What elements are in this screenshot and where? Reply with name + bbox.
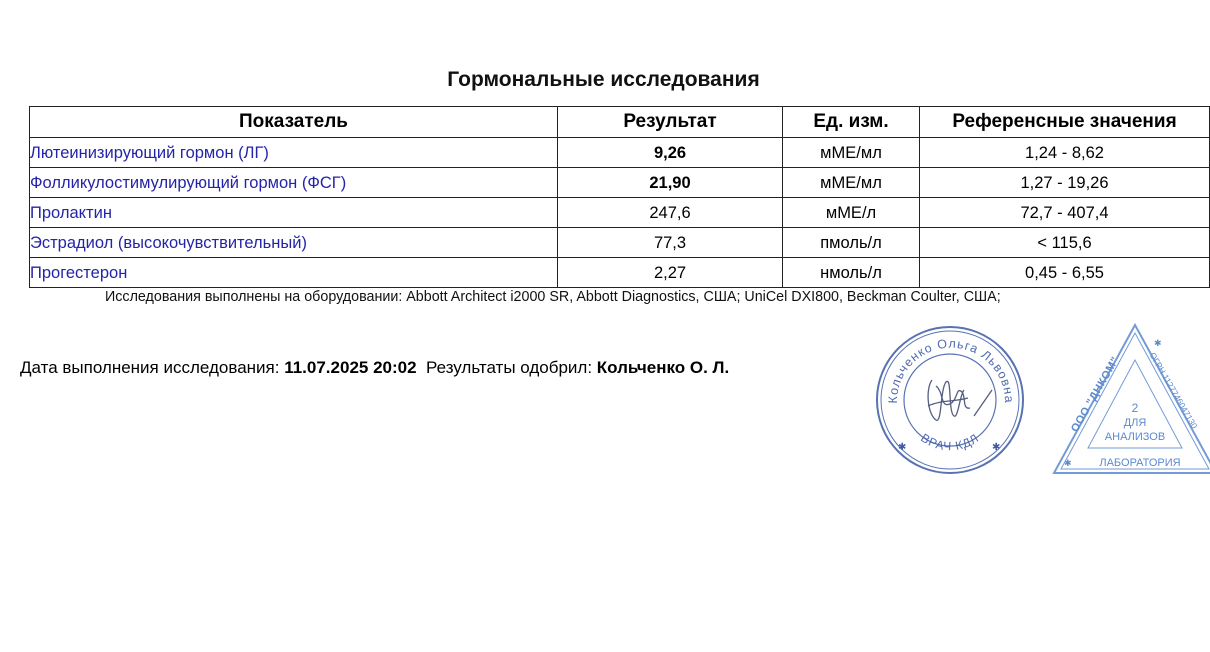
table-row bbox=[30, 258, 1210, 288]
row-estradiol-unit: пмоль/л bbox=[783, 228, 920, 258]
row-lh-reference: 1,24 - 8,62 bbox=[920, 138, 1210, 168]
row-fsh-result: 21,90 bbox=[558, 168, 783, 198]
stamp-tri-bottom: ЛАБОРАТОРИЯ bbox=[1099, 457, 1181, 469]
row-lh-result: 9,26 bbox=[558, 138, 783, 168]
results-table bbox=[29, 106, 1210, 288]
svg-text:ООО "ДНКОМ" bbox=[1069, 355, 1122, 435]
header-reference: Референсные значения bbox=[920, 107, 1210, 138]
signature-line bbox=[20, 358, 729, 378]
stamp-round-bottom-text: ВРАЧ КДЛ bbox=[918, 430, 982, 454]
row-lh-unit: мМЕ/мл bbox=[783, 138, 920, 168]
row-fsh-reference: 1,27 - 19,26 bbox=[920, 168, 1210, 198]
approved-value: Кольченко О. Л. bbox=[596, 358, 730, 377]
row-prolactin-name[interactable]: Пролактин bbox=[30, 198, 558, 228]
svg-text:ВРАЧ КДЛ bbox=[918, 431, 982, 454]
header-result: Результат bbox=[558, 107, 783, 138]
row-progesterone-unit: нмоль/л bbox=[783, 258, 920, 288]
row-estradiol-reference: < 115,6 bbox=[920, 228, 1210, 258]
header-unit: Ед. изм. bbox=[783, 107, 920, 138]
lab-stamp bbox=[1050, 320, 1210, 480]
date-value: 11.07.2025 20:02 bbox=[284, 358, 417, 377]
svg-text:Кольченко Ольга Львовна bbox=[886, 337, 1016, 404]
stamp-tri-ogrn: ОГРН 1127746047130 bbox=[1147, 350, 1200, 431]
table-row bbox=[30, 138, 1210, 168]
stamp-tri-org: ООО "ДНКОМ" bbox=[1068, 354, 1122, 435]
stamp-tri-number: 2 bbox=[1131, 401, 1139, 415]
row-progesterone-result: 2,27 bbox=[558, 258, 783, 288]
row-estradiol-name[interactable]: Эстрадиол (высокочувствительный) bbox=[30, 228, 558, 258]
table-row bbox=[30, 198, 1210, 228]
row-lh-name[interactable]: Лютеинизирующий гормон (ЛГ) bbox=[30, 138, 558, 168]
stamp-tri-line1: ДЛЯ bbox=[1123, 417, 1147, 429]
header-parameter: Показатель bbox=[30, 107, 558, 138]
row-prolactin-unit: мМЕ/л bbox=[783, 198, 920, 228]
date-label: Дата выполнения исследования: bbox=[20, 358, 280, 377]
row-progesterone-reference: 0,45 - 6,55 bbox=[920, 258, 1210, 288]
row-prolactin-result: 247,6 bbox=[558, 198, 783, 228]
approved-label: Результаты одобрил: bbox=[426, 358, 593, 377]
stamp-star-icon: ✱ bbox=[1064, 458, 1072, 468]
report-title: Гормональные исследования bbox=[447, 68, 760, 91]
stamp-star-icon: ✱ bbox=[1154, 338, 1162, 348]
stamp-star-icon: ✱ bbox=[992, 442, 1001, 453]
table-row bbox=[30, 168, 1210, 198]
row-fsh-name[interactable]: Фолликулостимулирующий гормон (ФСГ) bbox=[30, 168, 558, 198]
signature-scribble bbox=[928, 380, 992, 420]
row-prolactin-reference: 72,7 - 407,4 bbox=[920, 198, 1210, 228]
row-estradiol-result: 77,3 bbox=[558, 228, 783, 258]
table-row bbox=[30, 228, 1210, 258]
stamp-round-top-text: Кольченко Ольга Львовна bbox=[885, 336, 1017, 404]
doctor-stamp bbox=[870, 320, 1030, 480]
row-fsh-unit: мМЕ/мл bbox=[783, 168, 920, 198]
svg-text:ОГРН 1127746047130 bbox=[1148, 351, 1200, 431]
equipment-note: Исследования выполнены на оборудовании: Abbott Architect i2000 SR, Abbott Diagnostics, США; UniCel DXI800, Beckman Coulter, США; bbox=[105, 289, 1001, 305]
row-progesterone-name[interactable]: Прогестерон bbox=[30, 258, 558, 288]
stamp-tri-line2: АНАЛИЗОВ bbox=[1104, 431, 1166, 443]
table-header-row bbox=[30, 107, 1210, 138]
stamp-star-icon: ✱ bbox=[898, 442, 907, 453]
